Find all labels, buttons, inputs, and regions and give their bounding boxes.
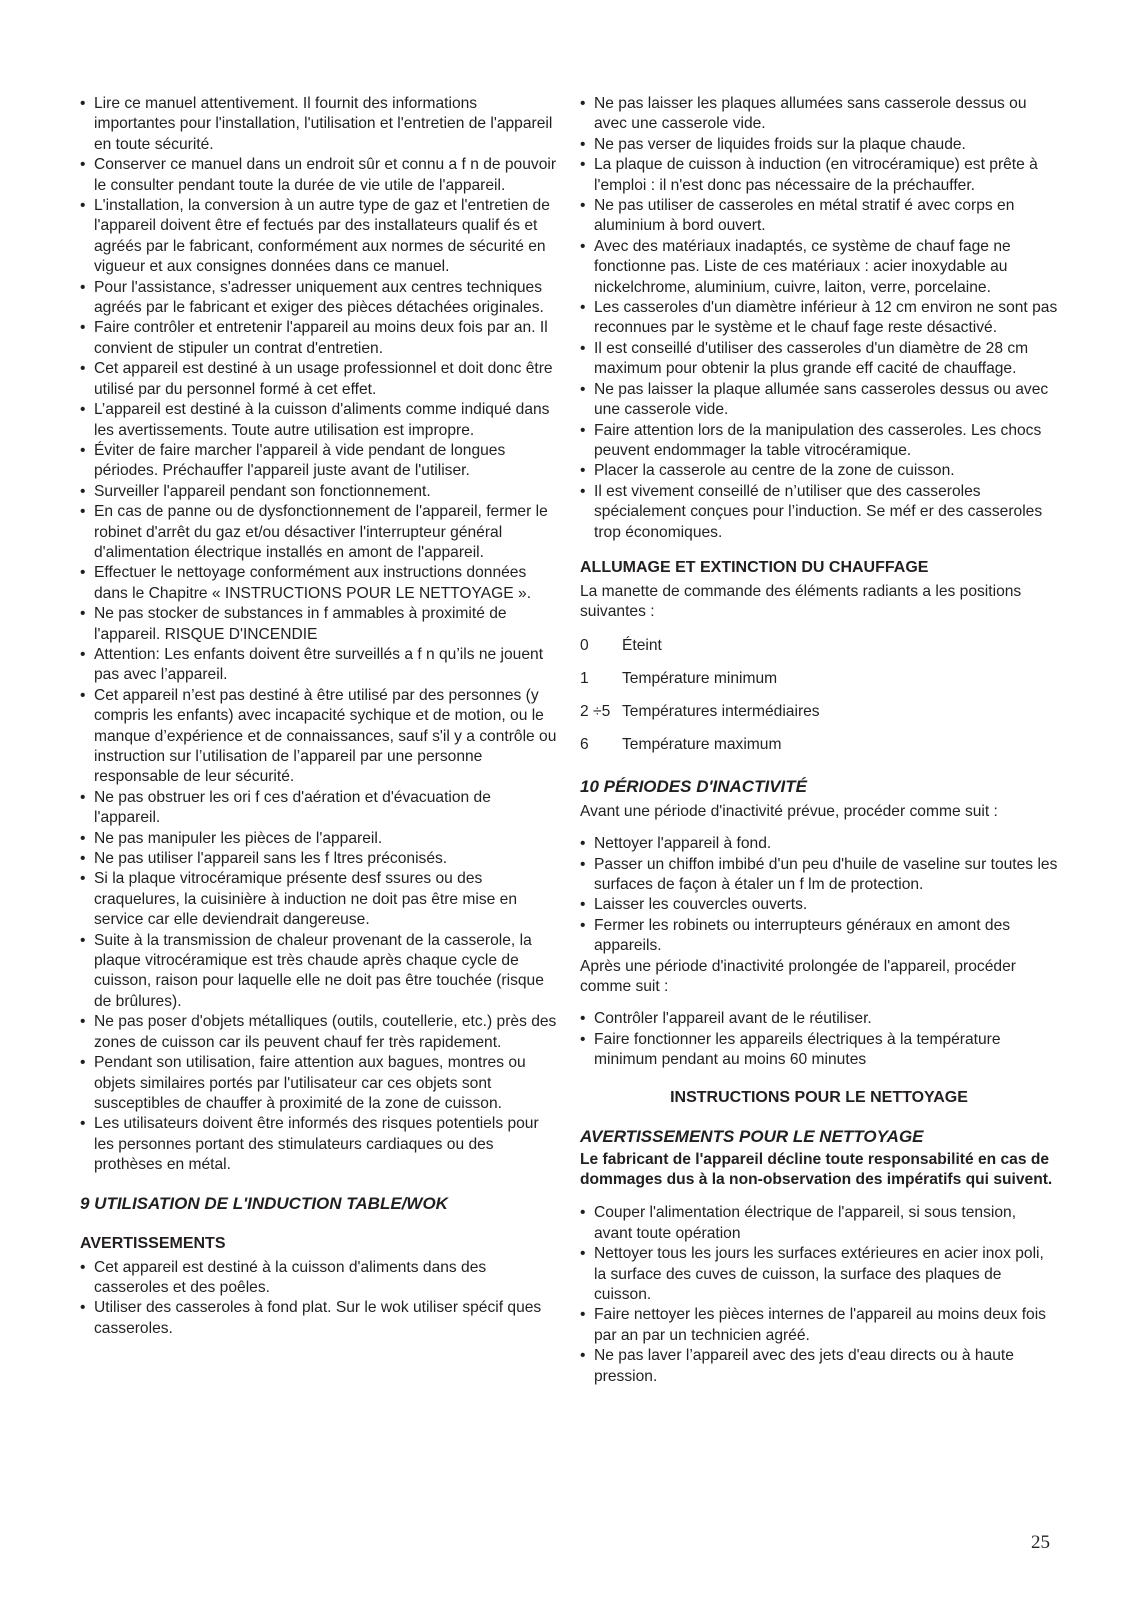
bullet-item: • Ne pas utiliser de casseroles en métal stratif é avec corps en aluminium à bord ouvert. <box>580 196 1058 237</box>
bullet-item: • Lire ce manuel attentivement. Il fournit des informations importantes pour l'installation, l'utilisation et l'entretien de l'appareil en toute sécurité. <box>80 94 558 155</box>
pan-usage-list <box>580 94 1058 543</box>
disclaimer-text: Le fabricant de l'appareil décline toute responsabilité en cas de dommages dus à la non-observation des impératifs qui suivent. <box>580 1150 1053 1189</box>
bullet-item: • Ne pas laisser la plaque allumée sans casseroles dessus ou avec une casserole vide. <box>580 380 1058 421</box>
bullet-item: • Effectuer le nettoyage conformément aux instructions données dans le Chapitre « INSTRUCTIONS POUR LE NETTOYAGE ». <box>80 563 558 604</box>
bullet-item: • En cas de panne ou de dysfonctionnement de l'appareil, fermer le robinet d'arrêt du gaz et/ou désactiver l'interrupteur général d'alimentation électrique installés en amont de l'appareil. <box>80 502 558 563</box>
inactivity-list <box>580 834 1058 956</box>
position-key: 1 <box>580 669 589 687</box>
bullet-item: • Cet appareil n’est pas destiné à être utilisé par des personnes (y compris les enfants) avec incapacité sychique et de motion, ou le manque d’expérience et de connaissances, sauf s'il y a contrôle ou instruction sur l’utilisation de l’appareil par une personne responsable de leur sécurité. <box>80 686 558 788</box>
bullet-item: • Suite à la transmission de chaleur provenant de la casserole, la plaque vitrocéramique est très chaude après chaque cycle de cuisson, raison pour laquelle elle ne doit pas être touchée (risque de brûlures). <box>80 931 558 1013</box>
position-row <box>580 669 1058 702</box>
bullet-item: • Utiliser des casseroles à fond plat. Sur le wok utiliser spécif ques casseroles. <box>80 1298 558 1339</box>
bullet-item: • L'installation, la conversion à un autre type de gaz et l'entretien de l'appareil doivent être ef fectués par des installateurs qualif és et agréés par le fabricant, conformément aux normes de sécurité en vigueur et aux consignes données dans ce manuel. <box>80 196 558 278</box>
bullet-item: • Éviter de faire marcher l'appareil à vide pendant de longues périodes. Préchauffer l'appareil juste avant de l'utiliser. <box>80 441 558 482</box>
position-label: Températures intermédiaires <box>622 702 820 720</box>
page-number: 25 <box>1031 1532 1050 1553</box>
position-key: 6 <box>580 735 589 753</box>
cleaning-list <box>580 1203 1058 1387</box>
avert-nettoyage-heading: AVERTISSEMENTS POUR LE NETTOYAGE <box>580 1126 924 1146</box>
bullet-item: • Ne pas obstruer les ori f ces d'aération et d'évacuation de l'appareil. <box>80 788 558 829</box>
bullet-item: • Les utilisateurs doivent être informés des risques potentiels pour les personnes portant des stimulateurs cardiaques ou des prothèses en métal. <box>80 1114 558 1175</box>
bullet-item: • Couper l'alimentation électrique de l'appareil, si sous tension, avant toute opération <box>580 1203 1058 1244</box>
position-row <box>580 702 1058 735</box>
position-row <box>580 735 1058 768</box>
bullet-item: • Avec des matériaux inadaptés, ce système de chauf fage ne fonctionne pas. Liste de ces matériaux : acier inoxydable au nickelchrome, aluminium, cuivre, laiton, verre, porcelaine. <box>580 237 1058 298</box>
bullet-item: • Faire fonctionner les appareils électriques à la température minimum pendant au moins 60 minutes <box>580 1030 1058 1071</box>
bullet-item: • Surveiller l'appareil pendant son fonctionnement. <box>80 482 558 502</box>
position-row <box>580 636 1058 669</box>
bullet-item: • Faire contrôler et entretenir l'appareil au moins deux fois par an. Il convient de stipuler un contrat d'entretien. <box>80 318 558 359</box>
position-key: 2 ÷5 <box>580 702 611 720</box>
avertissements-heading: AVERTISSEMENTS <box>80 1234 226 1252</box>
bullet-item: • L’appareil est destiné à la cuisson d'aliments comme indiqué dans les avertissements. Toute autre utilisation est impropre. <box>80 400 558 441</box>
bullet-item: • Conserver ce manuel dans un endroit sûr et connu a f n de pouvoir le consulter pendant toute la durée de vie utile de l'appareil. <box>80 155 558 196</box>
bullet-item: • Cet appareil est destiné à la cuisson d'aliments dans des casseroles et des poêles. <box>80 1258 558 1299</box>
inactivity-after: Après une période d'inactivité prolongée de l'appareil, procéder comme suit : <box>580 957 1016 995</box>
bullet-item: • Faire attention lors de la manipulation des casseroles. Les chocs peuvent endommager la table vitrocéramique. <box>580 421 1058 462</box>
position-label: Température minimum <box>622 669 778 687</box>
bullet-item: • Nettoyer tous les jours les surfaces extérieures en acier inox poli, la surface des cuves de cuisson, la surface des plaques de cuisson. <box>580 1244 1058 1305</box>
bullet-item: • Faire nettoyer les pièces internes de l'appareil au moins deux fois par an par un technicien agréé. <box>580 1305 1058 1346</box>
allumage-heading: ALLUMAGE ET EXTINCTION DU CHAUFFAGE <box>580 558 929 576</box>
safety-list <box>80 94 558 1176</box>
bullet-item: • Ne pas stocker de substances in f ammables à proximité de l'appareil. RISQUE D'INCENDIE <box>80 604 558 645</box>
bullet-item: • La plaque de cuisson à induction (en vitrocéramique) est prête à l'emploi : il n'est donc pas nécessaire de la préchauffer. <box>580 155 1058 196</box>
bullet-item: • Pendant son utilisation, faire attention aux bagues, montres ou objets similaires portés par l'utilisateur car ces objets sont susceptibles de chauffer à proximité de la zone de cuisson. <box>80 1053 558 1114</box>
bullet-item: • Nettoyer l'appareil à fond. <box>580 834 1058 854</box>
right-column <box>580 94 1058 1387</box>
bullet-item: • Cet appareil est destiné à un usage professionnel et doit donc être utilisé par du personnel formé à cet effet. <box>80 359 558 400</box>
bullet-item: • Ne pas poser d'objets métalliques (outils, coutellerie, etc.) près des zones de cuisson car ils peuvent chauf fer très rapidement. <box>80 1012 558 1053</box>
bullet-item: • Ne pas utiliser l'appareil sans les f ltres préconisés. <box>80 849 558 869</box>
section-10-heading: 10 PÉRIODES D'INACTIVITÉ <box>580 776 807 796</box>
bullet-item: • Laisser les couvercles ouverts. <box>580 895 1058 915</box>
section-9-heading: 9 UTILISATION DE L'INDUCTION TABLE/WOK <box>80 1193 448 1213</box>
bullet-item: • Passer un chiffon imbibé d'un peu d'huile de vaseline sur toutes les surfaces de façon à étaler un f lm de protection. <box>580 855 1058 896</box>
allumage-intro: La manette de commande des éléments radiants a les positions suivantes : <box>580 582 1022 621</box>
bullet-item: • Fermer les robinets ou interrupteurs généraux en amont des appareils. <box>580 916 1058 957</box>
bullet-item: • Pour l'assistance, s'adresser uniquement aux centres techniques agréés par le fabricant et exiger des pièces détachées originales. <box>80 278 558 319</box>
bullet-item: • Ne pas verser de liquides froids sur la plaque chaude. <box>580 135 1058 155</box>
inactivity-intro: Avant une période d'inactivité prévue, procéder comme suit : <box>580 802 998 820</box>
bullet-item: • Si la plaque vitrocéramique présente desf ssures ou des craquelures, la cuisinière à induction ne doit pas être mise en service car elle deviendrait dangereuse. <box>80 869 558 930</box>
position-key: 0 <box>580 636 589 654</box>
induction-warnings-list <box>80 1258 558 1340</box>
position-label: Température maximum <box>622 735 782 753</box>
left-column <box>80 94 558 1339</box>
bullet-item: • Attention: Les enfants doivent être surveillés a f n qu’ils ne jouent pas avec l’appareil. <box>80 645 558 686</box>
nettoyage-heading: INSTRUCTIONS POUR LE NETTOYAGE <box>670 1088 968 1106</box>
position-label: Éteint <box>622 636 662 654</box>
bullet-item: • Ne pas manipuler les pièces de l'appareil. <box>80 829 558 849</box>
bullet-item: • Contrôler l'appareil avant de le réutiliser. <box>580 1009 1058 1029</box>
restart-list <box>580 1009 1058 1070</box>
positions-list <box>580 636 1058 768</box>
bullet-item: • Ne pas laisser les plaques allumées sans casserole dessus ou avec une casserole vide. <box>580 94 1058 135</box>
bullet-item: • Il est conseillé d'utiliser des casseroles d'un diamètre de 28 cm maximum pour obtenir la plus grande eff cacité de chauffage. <box>580 339 1058 380</box>
bullet-item: • Placer la casserole au centre de la zone de cuisson. <box>580 461 1058 481</box>
bullet-item: • Il est vivement conseillé de n’utiliser que des casseroles spécialement conçues pour l’induction. Se méf er des casseroles trop économiques. <box>580 482 1058 543</box>
bullet-item: • Les casseroles d'un diamètre inférieur à 12 cm environ ne sont pas reconnues par le système et le chauf fage reste désactivé. <box>580 298 1058 339</box>
bullet-item: • Ne pas laver l’appareil avec des jets d'eau directs ou à haute pression. <box>580 1346 1058 1387</box>
